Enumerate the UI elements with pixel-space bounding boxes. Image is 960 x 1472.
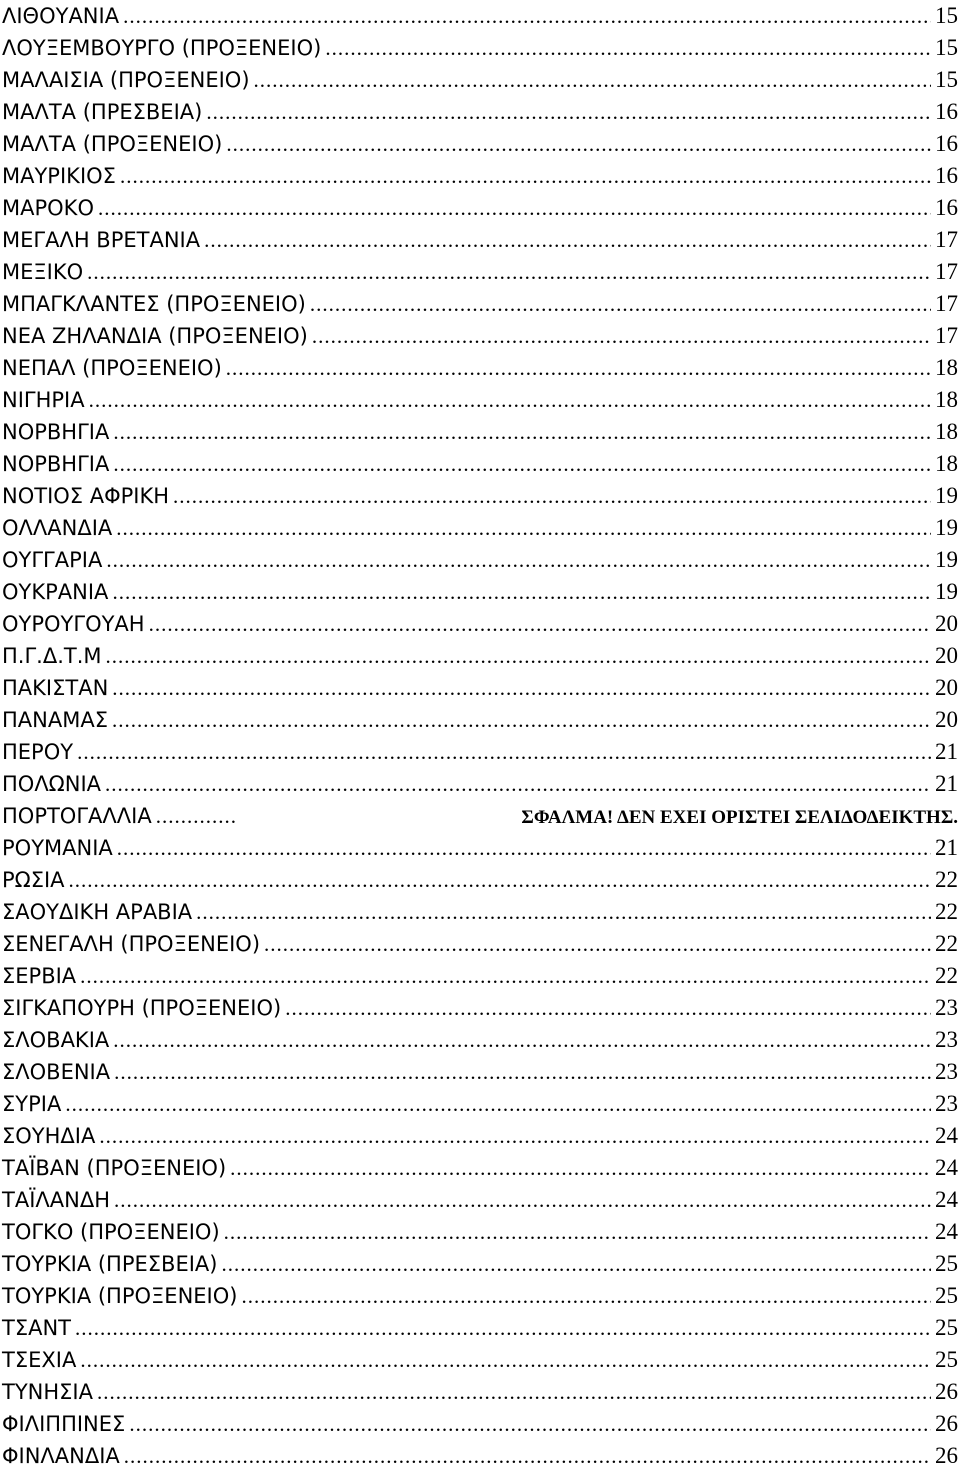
toc-entry-page-number: 22: [935, 931, 958, 956]
toc-entry-label: ΝΟΤΙΟΣ ΑΦΡΙΚΗ: [2, 484, 170, 508]
toc-entry[interactable]: [0, 96, 960, 128]
toc-entry-label: ΤΣΑΝΤ: [2, 1316, 71, 1340]
dot-leader: [264, 928, 931, 960]
dot-leader: [156, 800, 236, 832]
toc-entry[interactable]: [0, 128, 960, 160]
toc-entry-label: ΤΟΥΡΚΙΑ (ΠΡΕΣΒΕΙΑ): [2, 1252, 218, 1276]
toc-entry[interactable]: [0, 1024, 960, 1056]
toc-entry[interactable]: [0, 1376, 960, 1408]
toc-entry[interactable]: [0, 1248, 960, 1280]
toc-entry-label: ΤΥΝΗΣΙΑ: [2, 1380, 93, 1404]
dot-leader: [89, 384, 931, 416]
toc-entry[interactable]: [0, 1120, 960, 1152]
dot-leader: [312, 320, 931, 352]
toc-entry[interactable]: [0, 32, 960, 64]
dot-leader: [254, 64, 931, 96]
dot-leader: [106, 640, 931, 672]
toc-entry-page-number: 22: [935, 867, 958, 892]
toc-entry[interactable]: [0, 1216, 960, 1248]
dot-leader: [105, 768, 931, 800]
toc-entry[interactable]: [0, 736, 960, 768]
toc-entry-label: ΠΟΡΤΟΓΑΛΛΙΑ: [2, 804, 152, 828]
toc-entry[interactable]: [0, 1056, 960, 1088]
toc-entry-label: ΤΟΓΚΟ (ΠΡΟΞΕΝΕΙΟ): [2, 1220, 220, 1244]
toc-entry[interactable]: [0, 224, 960, 256]
toc-entry[interactable]: [0, 0, 960, 32]
toc-entry-page-number: 23: [935, 1027, 958, 1052]
toc-entry[interactable]: [0, 288, 960, 320]
toc-entry-page-number: 22: [935, 899, 958, 924]
toc-entry-page-number: 16: [935, 131, 958, 156]
toc-entry[interactable]: [0, 1408, 960, 1440]
toc-entry-page-number: 19: [935, 547, 958, 572]
toc-entry[interactable]: [0, 1280, 960, 1312]
toc-entry-page-number: 15: [935, 67, 958, 92]
toc-entry-page-number: 24: [935, 1123, 958, 1148]
toc-entry-page-number: 15: [935, 35, 958, 60]
toc-entry-label: ΣΥΡΙΑ: [2, 1092, 62, 1116]
toc-entry-label: ΝΟΡΒΗΓΙΑ: [2, 452, 110, 476]
toc-entry-page-number: 21: [935, 835, 958, 860]
toc-entry-label: ΣΛΟΒΑΚΙΑ: [2, 1028, 110, 1052]
dot-leader: [241, 1280, 931, 1312]
toc-entry-page-number: 20: [935, 643, 958, 668]
toc-entry-label: ΜΑΛΤΑ (ΠΡΕΣΒΕΙΑ): [2, 100, 203, 124]
toc-entry-page-number: 17: [935, 323, 958, 348]
dot-leader: [116, 512, 931, 544]
toc-entry-page-number: 23: [935, 1091, 958, 1116]
dot-leader: [221, 1248, 931, 1280]
dot-leader: [123, 0, 931, 32]
dot-leader: [325, 32, 931, 64]
toc-entry-label: ΤΣΕΧΙΑ: [2, 1348, 77, 1372]
toc-entry-page-number: 23: [935, 995, 958, 1020]
dot-leader: [98, 192, 931, 224]
toc-entry-label: ΝΕΠΑΛ (ΠΡΟΞΕΝΕΙΟ): [2, 356, 222, 380]
toc-entry-page-number: 26: [935, 1443, 958, 1468]
toc-entry[interactable]: [0, 480, 960, 512]
toc-entry-page-number: 23: [935, 1059, 958, 1084]
toc-entry[interactable]: [0, 1440, 960, 1472]
toc-entry-page-number: 18: [935, 451, 958, 476]
toc-entry-label: ΣΑΟΥΔΙΚΗ ΑΡΑΒΙΑ: [2, 900, 193, 924]
dot-leader: [149, 608, 931, 640]
toc-entry-label: ΜΕΓΑΛΗ ΒΡΕΤΑΝΙΑ: [2, 228, 201, 252]
toc-entry-page-number: 16: [935, 99, 958, 124]
toc-entry[interactable]: [0, 544, 960, 576]
toc-entry-label: ΛΟΥΞΕΜΒΟΥΡΓΟ (ΠΡΟΞΕΝΕΙΟ): [2, 36, 322, 60]
dot-leader: [75, 1312, 931, 1344]
toc-entry[interactable]: [0, 1152, 960, 1184]
toc-entry-label: ΣΛΟΒΕΝΙΑ: [2, 1060, 111, 1084]
toc-entry[interactable]: [0, 928, 960, 960]
toc-entry[interactable]: [0, 992, 960, 1024]
toc-entry-page-number: 25: [935, 1251, 958, 1276]
toc-entry-page-number: 25: [935, 1283, 958, 1308]
dot-leader: [69, 864, 931, 896]
toc-entry[interactable]: [0, 1184, 960, 1216]
toc-entry-page-number: 17: [935, 259, 958, 284]
dot-leader: [87, 256, 931, 288]
dot-leader: [112, 704, 931, 736]
toc-entry[interactable]: [0, 1088, 960, 1120]
toc-entry[interactable]: [0, 416, 960, 448]
toc-entry-label: ΡΩΣΙΑ: [2, 868, 65, 892]
toc-entry[interactable]: [0, 320, 960, 352]
toc-entry-label: ΜΑΛΤΑ (ΠΡΟΞΕΝΕΙΟ): [2, 132, 223, 156]
toc-entry-page-number: 25: [935, 1315, 958, 1340]
toc-entry-label: ΠΕΡΟΥ: [2, 740, 74, 764]
toc-entry[interactable]: [0, 832, 960, 864]
toc-entry-label: ΣΕΡΒΙΑ: [2, 964, 77, 988]
toc-entry[interactable]: [0, 192, 960, 224]
dot-leader: [196, 896, 931, 928]
dot-leader: [120, 160, 931, 192]
dot-leader: [226, 352, 931, 384]
toc-entry[interactable]: [0, 768, 960, 800]
toc-entry[interactable]: [0, 704, 960, 736]
toc-entry[interactable]: [0, 896, 960, 928]
toc-entry-error-text: ΣΦΑΛΜΑ! ΔΕΝ ΕΧΕΙ ΟΡΙΣΤΕΙ ΣΕΛΙΔΟΔΕΙΚΤΗΣ.: [521, 807, 958, 828]
toc-entry[interactable]: [0, 640, 960, 672]
dot-leader: [206, 96, 931, 128]
dot-leader: [204, 224, 931, 256]
toc-entry-label: ΤΟΥΡΚΙΑ (ΠΡΟΞΕΝΕΙΟ): [2, 1284, 238, 1308]
toc-entry[interactable]: [0, 448, 960, 480]
toc-entry[interactable]: [0, 384, 960, 416]
toc-entry-label: ΜΑΡΟΚΟ: [2, 196, 94, 220]
toc-entry-label: ΠΑΝΑΜΑΣ: [2, 708, 108, 732]
toc-entry-label: ΟΥΓΓΑΡΙΑ: [2, 548, 103, 572]
toc-entry-label: ΦΙΝΛΑΝΔΙΑ: [2, 1444, 120, 1468]
toc-entry-label: Π.Γ.Δ.Τ.Μ: [2, 644, 102, 668]
toc-entry[interactable]: [0, 672, 960, 704]
toc-entry[interactable]: [0, 256, 960, 288]
dot-leader: [113, 448, 931, 480]
dot-leader: [99, 1120, 931, 1152]
dot-leader: [310, 288, 931, 320]
toc-entry-label: ΠΑΚΙΣΤΑΝ: [2, 676, 109, 700]
toc-entry-page-number: 21: [935, 739, 958, 764]
dot-leader: [285, 992, 931, 1024]
toc-entry[interactable]: [0, 1344, 960, 1376]
toc-entry-page-number: 20: [935, 707, 958, 732]
dot-leader: [117, 832, 931, 864]
toc-entry-label: ΣΕΝΕΓΑΛΗ (ΠΡΟΞΕΝΕΙΟ): [2, 932, 261, 956]
toc-entry-label: ΝΕΑ ΖΗΛΑΝΔΙΑ (ΠΡΟΞΕΝΕΙΟ): [2, 324, 308, 348]
toc-entry[interactable]: [0, 512, 960, 544]
toc-entry-label: ΠΟΛΩΝΙΑ: [2, 772, 102, 796]
toc-entry-page-number: 24: [935, 1187, 958, 1212]
toc-entry-page-number: 18: [935, 387, 958, 412]
toc-entry[interactable]: [0, 608, 960, 640]
toc-entry-label: ΜΠΑΓΚΛΑΝΤΕΣ (ΠΡΟΞΕΝΕΙΟ): [2, 292, 306, 316]
toc-entry-page-number: 26: [935, 1411, 958, 1436]
dot-leader: [112, 576, 931, 608]
toc-entry-page-number: 16: [935, 195, 958, 220]
dot-leader: [129, 1408, 931, 1440]
dot-leader: [173, 480, 931, 512]
toc-entry-page-number: 18: [935, 419, 958, 444]
dot-leader: [230, 1152, 931, 1184]
toc-entry[interactable]: [0, 160, 960, 192]
dot-leader: [112, 672, 931, 704]
toc-entry-page-number: 19: [935, 579, 958, 604]
toc-entry[interactable]: [0, 576, 960, 608]
toc-entry[interactable]: [0, 864, 960, 896]
toc-entry-page-number: 20: [935, 611, 958, 636]
toc-entry-page-number: 19: [935, 515, 958, 540]
toc-entry-page-number: 24: [935, 1219, 958, 1244]
dot-leader: [113, 1024, 931, 1056]
toc-entry[interactable]: [0, 1312, 960, 1344]
toc-entry-page-number: 26: [935, 1379, 958, 1404]
toc-entry[interactable]: [0, 352, 960, 384]
dot-leader: [77, 736, 931, 768]
toc-entry[interactable]: [0, 800, 960, 832]
toc-entry-page-number: 16: [935, 163, 958, 188]
dot-leader: [106, 544, 931, 576]
toc-entry-label: ΣΙΓΚΑΠΟΥΡΗ (ΠΡΟΞΕΝΕΙΟ): [2, 996, 282, 1020]
toc-entry-label: ΜΕΞΙΚΟ: [2, 260, 84, 284]
toc-entry-label: ΤΑΪΛΑΝΔΗ: [2, 1188, 110, 1212]
dot-leader: [124, 1440, 931, 1472]
dot-leader: [65, 1088, 931, 1120]
toc-entry-page-number: 19: [935, 483, 958, 508]
toc-entry-label: ΤΑΪΒΑΝ (ΠΡΟΞΕΝΕΙΟ): [2, 1156, 227, 1180]
toc-entry-page-number: 22: [935, 963, 958, 988]
dot-leader: [113, 416, 931, 448]
dot-leader: [80, 1344, 931, 1376]
dot-leader: [114, 1184, 931, 1216]
toc-entry-label: ΟΥΡΟΥΓΟΥΑΗ: [2, 612, 145, 636]
toc-entry-label: ΝΙΓΗΡΙΑ: [2, 388, 85, 412]
toc-entry-label: ΡΟΥΜΑΝΙΑ: [2, 836, 113, 860]
toc-entry-label: ΣΟΥΗΔΙΑ: [2, 1124, 96, 1148]
toc-entry-label: ΝΟΡΒΗΓΙΑ: [2, 420, 110, 444]
toc-entry-page-number: 24: [935, 1155, 958, 1180]
toc-entry-page-number: 18: [935, 355, 958, 380]
dot-leader: [226, 128, 931, 160]
toc-entry-label: ΟΥΚΡΑΝΙΑ: [2, 580, 109, 604]
dot-leader: [97, 1376, 931, 1408]
toc-entry-page-number: 21: [935, 771, 958, 796]
toc-entry-label: ΛΙΘΟΥΑΝΙΑ: [2, 4, 120, 28]
dot-leader: [114, 1056, 931, 1088]
dot-leader: [80, 960, 931, 992]
toc-entry-label: ΜΑΛΑΙΣΙΑ (ΠΡΟΞΕΝΕΙΟ): [2, 68, 250, 92]
toc-entry[interactable]: [0, 64, 960, 96]
dot-leader: [224, 1216, 931, 1248]
toc-entry-label: ΜΑΥΡΙΚΙΟΣ: [2, 164, 116, 188]
toc-entry-page-number: 25: [935, 1347, 958, 1372]
toc-entry-page-number: 17: [935, 291, 958, 316]
toc-entry-page-number: 17: [935, 227, 958, 252]
toc-entry-page-number: 15: [935, 3, 958, 28]
toc-entry[interactable]: [0, 960, 960, 992]
toc-entry-label: ΟΛΛΑΝΔΙΑ: [2, 516, 113, 540]
toc-entry-page-number: 20: [935, 675, 958, 700]
toc-entry-label: ΦΙΛΙΠΠΙΝΕΣ: [2, 1412, 126, 1436]
